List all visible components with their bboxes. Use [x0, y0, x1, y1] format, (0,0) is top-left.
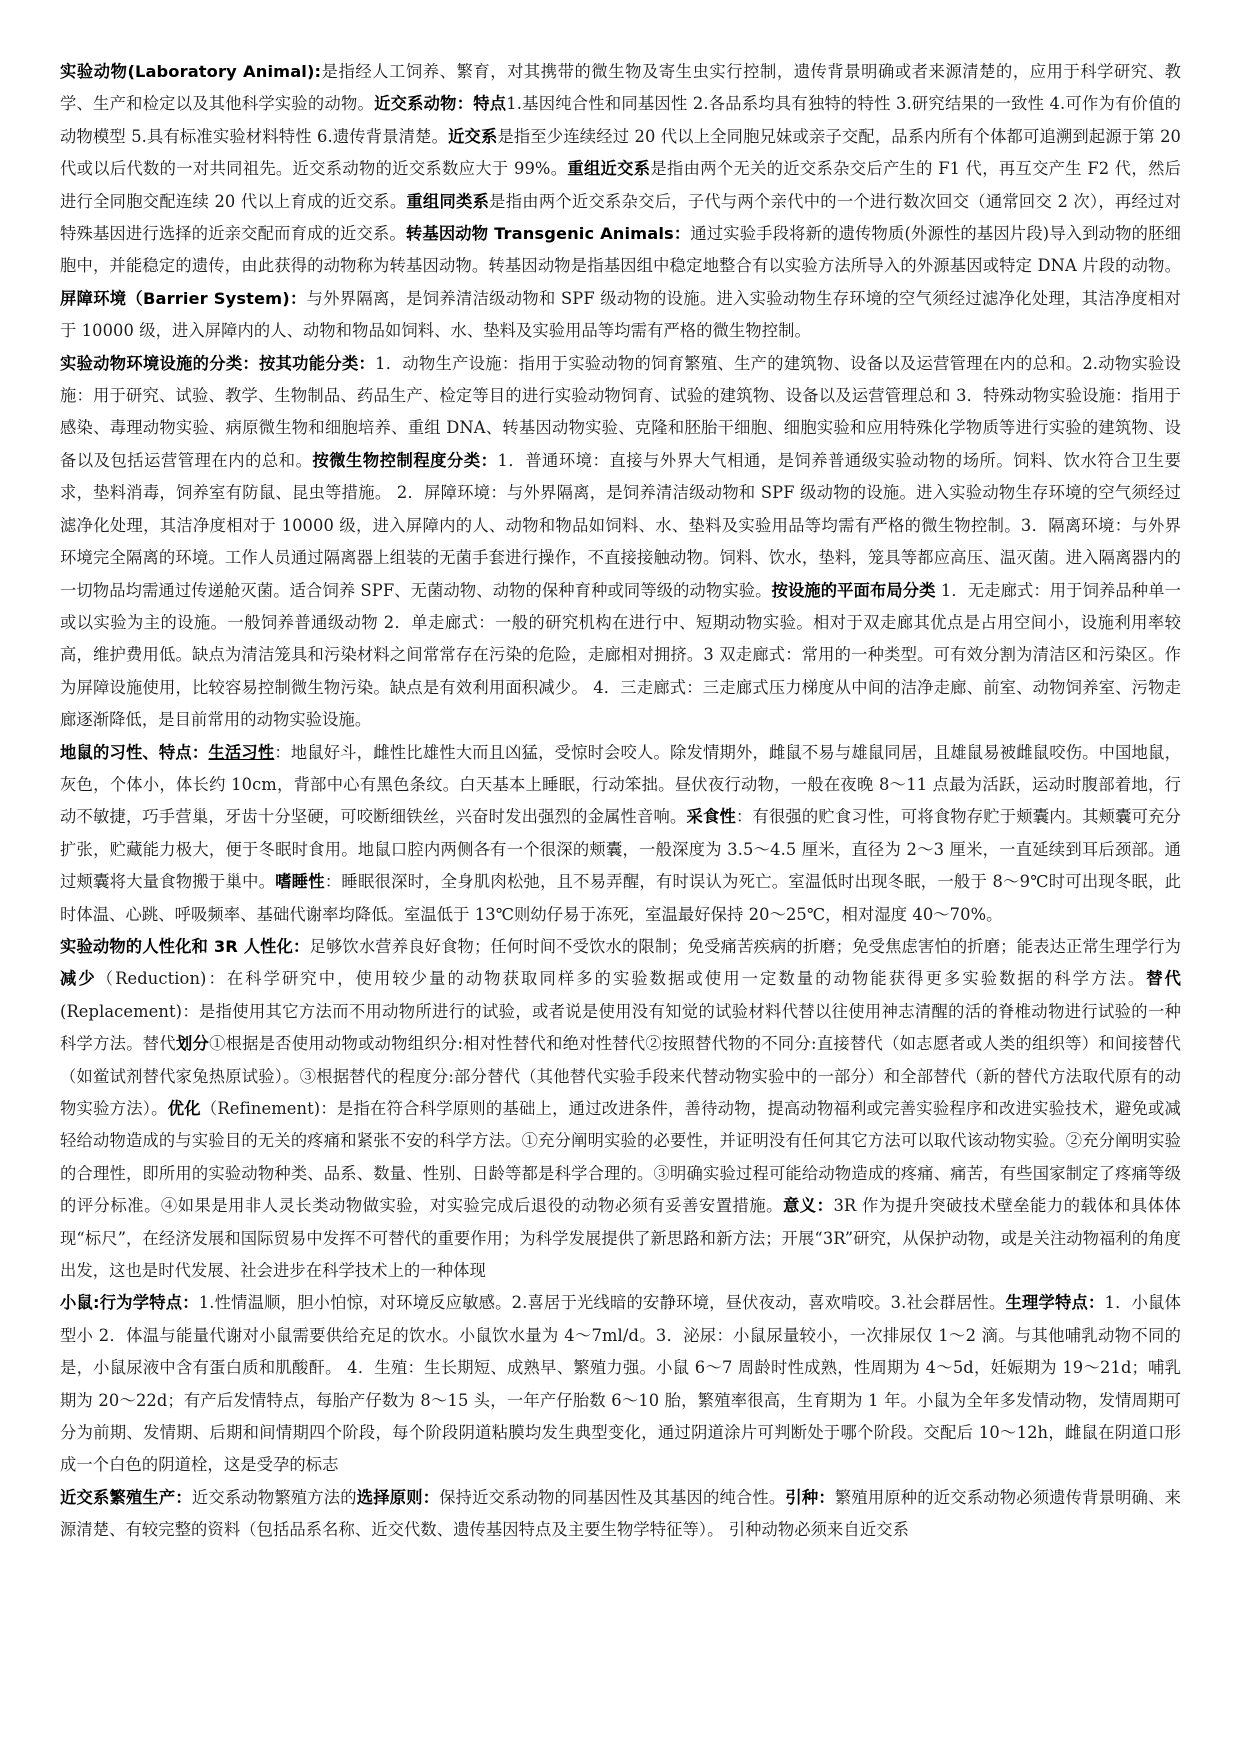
bold-term: 选择原则：: [356, 1487, 440, 1507]
bold-term: 按设施的平面布局分类: [771, 580, 936, 600]
paragraph-facility-classification: [60, 348, 1181, 737]
body-text: 1．普通环境：直接与外界大气相通，是饲养普通级实验动物的场所。饲料、饮水符合卫生要求，垫料消毒，饲养室有防鼠、昆虫等措施。 2．屏障环境：与外界隔离，是饲养清洁级动物和 SPF 级动物的设施。进入实验动物生存环境的空气须经过滤净化处理，其洁净度相对于 10000 级，进入屏障内的人、动物和物品如饲料、水、垫料及实验用品等均需有严格的微生物控制。3．隔离环境：与外界环境完全隔离的环境。工作人员通过隔离器上组装的无菌手套进行操作，不直接接触动物。饲料、饮水，垫料，笼具等都应高压、温灭菌。进入隔离器内的一切物品均需通过传递舱灭菌。适合饲养 SPF、无菌动物、动物的保种育种或同等级的动物实验。: [60, 450, 1181, 600]
bold-term: 按微生物控制程度分类：: [312, 450, 498, 470]
bold-term: 优化: [167, 1099, 201, 1118]
body-text: 繁殖用原种的近交系动物必须遗传背景明确、来源清楚、有较完整的资料（包括品系名称、近交代数、遗传基因特点及主要生物学特征等）。 引种动物必须来自近交系: [60, 1487, 1181, 1540]
bold-term: 划分: [175, 1034, 210, 1054]
bold-term: 实验动物(Laboratory Animal):: [60, 62, 322, 81]
bold-term: 生活习性: [208, 742, 275, 762]
body-text: 是指由两个近交系杂交后，子代与两个亲代中的一个进行数次回交（通常回交 2 次），再经过对特殊基因进行选择的近亲交配而育成的近交系。: [60, 191, 1181, 244]
bold-term: 生理学特点：: [1005, 1293, 1105, 1313]
bold-term: 屏障环境（Barrier System)：: [60, 288, 307, 308]
body-text: 通过实验手段将新的遗传物质(外源性的基因片段)导入到动物的胚细胞中，并能稳定的遗传，由此获得的动物称为转基因动物。转基因动物是指基因组中稳定地整合有以实验方法所导入的外源基因或特定 DNA 片段的动物。: [60, 224, 1182, 276]
body-text: 足够饮水营养良好食物；任何时间不受饮水的限制；免受痛苦疾病的折磨；免受焦虑害怕的折磨；能表达正常生理学行为: [309, 936, 1182, 956]
body-text: 3R 作为提升突破技术壁垒能力的载体和具体体现“标尺”，在经济发展和国际贸易中发挥不可替代的重要作用；为科学发展提供了新思路和新方法；开展“3R”研究，从保护动物，或是关注动物福利的角度出发，这也是时代发展、社会进步在科学技术上的一种体现: [60, 1196, 1181, 1281]
bold-term: 采食性: [686, 807, 736, 827]
body-text: 保持近交系动物的同基因性及其基因的纯合性。: [439, 1487, 786, 1507]
body-text: 是指至少连续经过 20 代以上全同胞兄妹或亲子交配，品系内所有个体都可追溯到起源于第 20 代或以后代数的一对共同祖先。近交系动物的近交系数应大于 99%。: [60, 126, 1181, 179]
body-text: 1．无走廊式：用于饲养品种单一或以实验为主的设施。一般饲养普通级动物 2．单走廊式：一般的研究机构在进行中、短期动物实验。相对于双走廊其优点是占用空间小，设施利用率较高，维护费用低。缺点为清洁笼具和污染材料之间常常存在污染的危险，走廊相对拥挤。3 双走廊式：常用的一种类型。可有效分割为清洁区和污染区。作为屏障设施使用，比较容易控制微生物污染。缺点是有效利用面积减少。 4．三走廊式：三走廊式压力梯度从中间的洁净走廊、前室、动物饲养室、污物走廊逐渐降低，是目前常用的动物实验设施。: [60, 580, 1181, 730]
body-text: ：有很强的贮食习性，可将食物存贮于颊囊内。其颊囊可充分扩张，贮藏能力极大，便于冬眠时食用。地鼠口腔内两侧各有一个很深的颊囊，一般深度为 3.5～4.5 厘米，直径为 2～3 厘米，一直延续到耳后颈部。通过颊囊将大量食物搬于巢中。: [60, 807, 1182, 892]
bold-term: 转基因动物 Transgenic Animals：: [405, 224, 691, 244]
bold-term: 实验动物的人性化和 3R 人性化：: [60, 936, 310, 956]
body-text: (Replacement)：是指使用其它方法而不用动物所进行的试验，或者说是使用没有知觉的试验材料代替以往使用神志清醒的活的脊椎动物进行试验的一种科学方法。替代: [60, 1001, 1181, 1054]
paragraph-laboratory-animal: [60, 56, 1181, 348]
body-text: 近交系动物繁殖方法的: [191, 1487, 357, 1507]
bold-term: 重组近交系: [567, 159, 651, 179]
bold-term: 小鼠:行为学特点：: [60, 1293, 199, 1313]
body-text: 与外界隔离，是饲养清洁级动物和 SPF 级动物的设施。进入实验动物生存环境的空气须经过滤净化处理，其洁净度相对于 10000 级，进入屏障内的人、动物和物品如饲料、水、垫料及实验用品等均需有严格的微生物控制。: [60, 288, 1182, 341]
paragraph-inbred-breeding: [60, 1482, 1181, 1547]
body-text: 1.基因纯合性和同基因性 2.各品系均具有独特的特性 3.研究结果的一致性 4.可作为有价值的动物模型 5.具有标准实验材料特性 6.遗传背景清楚。: [60, 94, 1181, 146]
bold-term: 重组同类系: [406, 191, 490, 211]
body-text: 1.性情温顺，胆小怕惊，对环境反应敏感。2.喜居于光线暗的安静环境，昼伏夜动，喜欢啃咬。3.社会群居性。: [198, 1293, 1006, 1313]
body-text: 1．动物生产设施：指用于实验动物的饲育繁殖、生产的建筑物、设备以及运营管理在内的总和。2.动物实验设施：用于研究、试验、教学、生物制品、药品生产、检定等目的进行实验动物饲育、试验的建筑物、设备以及运营管理总和 3．特殊动物实验设施：指用于感染、毒理动物实验、病原微生物和细胞培养、重组 DNA、转基因动物实验、克隆和胚胎干细胞、细胞实验和应用特殊化学物质等进行实验的建筑物、设备以及包括运营管理在内的总和。: [60, 353, 1182, 470]
body-text: （Refinement)：是指在符合科学原则的基础上，通过改进条件，善待动物，提高动物福利或完善实验程序和改进实验技术，避免或减轻给动物造成的与实验目的无关的疼痛和紧张不安的科学方法。①充分阐明实验的必要性，并证明没有任何其它方法可以取代该动物实验。②充分阐明实验的合理性，即所用的实验动物种类、品系、数量、性别、日龄等都是科学合理的。③明确实验过程可能给动物造成的疼痛、痛苦，有些国家制定了疼痛等级的评分标准。④如果是用非人灵长类动物做实验，对实验完成后退役的动物必须有妥善安置措施。: [60, 1099, 1181, 1216]
bold-term: 嗜睡性: [275, 872, 325, 892]
paragraph-mouse-characteristics: [60, 1287, 1181, 1481]
body-text: 是指经人工饲养、繁育，对其携带的微生物及寄生虫实行控制，遗传背景明确或者来源清楚的，应用于科学研究、教学、生产和检定以及其他科学实验的动物。: [60, 62, 1182, 114]
paragraph-hamster-habits: [60, 737, 1181, 931]
bold-term: 近交系: [448, 126, 498, 146]
bold-term: 引种：: [785, 1487, 835, 1507]
bold-term: 替代: [1146, 969, 1181, 989]
body-text: 1．小鼠体型小 2．体温与能量代谢对小鼠需要供给充足的饮水。小鼠饮水量为 4～7ml/d。3．泌尿：小鼠尿量较小，一次排尿仅 1～2 滴。与其他哺乳动物不同的是，小鼠尿液中含有蛋白质和肌酸酐。 4．生殖：生长期短、成熟早、繁殖力强。小鼠 6～7 周龄时性成熟，性周期为 4～5d，妊娠期为 19～21d；哺乳期为 20～22d；有产后发情特点，每胎产仔数为 8～15 头，一年产仔胎数 6～10 胎，繁殖率很高，生育期为 1 年。小鼠为全年多发情动物，发情周期可分为前期、发情期、后期和间情期四个阶段，每个阶段阴道粘膜均发生典型变化，通过阴道涂片可判断处于哪个阶段。交配后 10～12h，雌鼠在阴道口形成一个白色的阴道栓，这是受孕的标志: [60, 1293, 1182, 1475]
body-text: （Reduction)：在科学研究中，使用较少量的动物获取同样多的实验数据或使用一定数量的动物能获得更多实验数据的科学方法。: [96, 969, 1147, 989]
body-text: ①根据是否使用动物或动物组织分:相对性替代和绝对性替代②按照替代物的不同分:直接替代（如志愿者或人类的组织等）和间接替代（如鲎试剂替代家兔热原试验）。③根据替代的程度分:部分替代（其他替代实验手段来代替动物实验中的一部分）和全部替代（新的替代方法取代原有的动物实验方法）。: [60, 1034, 1181, 1118]
bold-term: 意义：: [782, 1196, 834, 1216]
bold-term: 地鼠的习性、特点：: [60, 742, 209, 762]
paragraph-3r-principle: [60, 931, 1181, 1287]
body-text: 是指由两个无关的近交系杂交后产生的 F1 代，再互交产生 F2 代，然后进行全同胞交配连续 20 代以上育成的近交系。: [60, 159, 1181, 211]
body-text: ：地鼠好斗，雌性比雄性大而且凶猛，受惊时会咬人。除发情期外，雌鼠不易与雄鼠同居，且雄鼠易被雌鼠咬伤。中国地鼠，灰色，个体小，体长约 10cm，背部中心有黑色条纹。白天基本上睡眠，行动笨拙。昼伏夜行动物，一般在夜晚 8～11 点最为活跃，运动时腹部着地，行动不敏捷，巧手营巢，牙齿十分坚硬，可咬断细铁丝，兴奋时发出强烈的金属性音响。: [60, 742, 1181, 827]
bold-term: 实验动物环境设施的分类：按其功能分类：: [60, 353, 376, 373]
bold-term: 减少: [60, 969, 97, 989]
body-text: ：睡眠很深时，全身肌肉松弛，且不易弄醒，有时误认为死亡。室温低时出现冬眠，一般于 8～9℃时可出现冬眠，此时体温、心跳、呼吸频率、基础代谢率均降低。室温低于 13℃则幼仔易于冻死，室温最好保持 20～25℃，相对湿度 40～70%。: [60, 872, 1181, 924]
bold-term: 近交系繁殖生产：: [60, 1487, 192, 1507]
bold-term: 近交系动物：特点: [374, 94, 507, 114]
